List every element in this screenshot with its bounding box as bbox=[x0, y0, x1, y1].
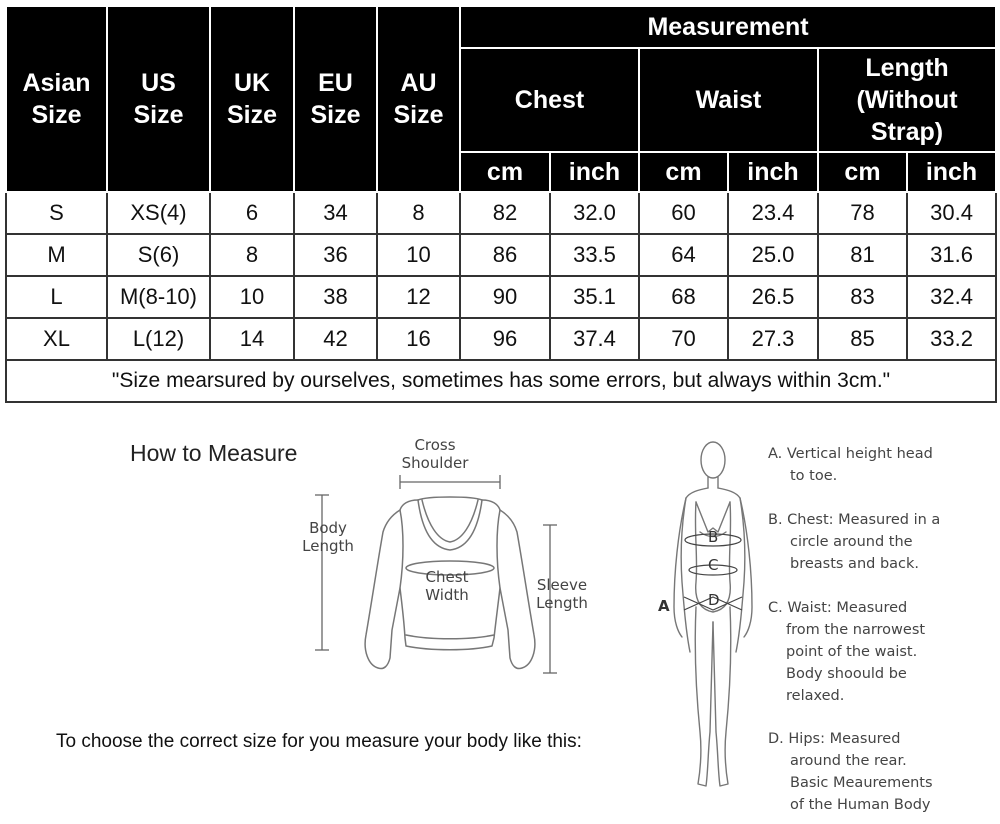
header-length: Length (Without Strap) bbox=[818, 48, 996, 152]
header-au-size: AU Size bbox=[377, 6, 460, 192]
table-cell: 32.4 bbox=[907, 276, 996, 318]
size-chart-table bbox=[5, 5, 997, 403]
table-cell: 96 bbox=[460, 318, 550, 360]
legend-item-c: C. Waist: Measured from the narrowest point of the waist. Body shoould be relaxed. bbox=[768, 600, 926, 704]
table-cell: 16 bbox=[377, 318, 460, 360]
table-cell: 68 bbox=[639, 276, 728, 318]
table-cell: 81 bbox=[818, 234, 907, 276]
header-us-size: US Size bbox=[107, 6, 210, 192]
table-cell: 23.4 bbox=[728, 192, 818, 234]
header-length-cm: cm bbox=[818, 152, 907, 192]
body-length-label: Body Length bbox=[302, 519, 354, 555]
table-cell: 25.0 bbox=[728, 234, 818, 276]
how-to-measure-heading: How to Measure bbox=[130, 440, 298, 466]
table-cell: 33.2 bbox=[907, 318, 996, 360]
header-chest-cm: cm bbox=[460, 152, 550, 192]
table-cell: 33.5 bbox=[550, 234, 639, 276]
table-cell: 14 bbox=[210, 318, 294, 360]
table-cell: 37.4 bbox=[550, 318, 639, 360]
table-cell: L bbox=[6, 276, 107, 318]
body-letter-d: D bbox=[708, 591, 720, 609]
body-letter-a: A bbox=[658, 597, 670, 615]
table-cell: 64 bbox=[639, 234, 728, 276]
table-cell: M bbox=[6, 234, 107, 276]
chest-width-label: Chest Width bbox=[425, 568, 469, 604]
table-row bbox=[6, 276, 996, 318]
legend-item-a: A. Vertical height head to toe. bbox=[768, 446, 933, 484]
table-cell: M(8-10) bbox=[107, 276, 210, 318]
table-cell: 31.6 bbox=[907, 234, 996, 276]
cross-shoulder-label: Cross Shoulder bbox=[401, 436, 469, 472]
table-cell: 85 bbox=[818, 318, 907, 360]
table-cell: XS(4) bbox=[107, 192, 210, 234]
table-cell: 60 bbox=[639, 192, 728, 234]
table-cell: 83 bbox=[818, 276, 907, 318]
header-waist: Waist bbox=[639, 48, 818, 152]
table-cell: 32.0 bbox=[550, 192, 639, 234]
table-cell: 42 bbox=[294, 318, 377, 360]
table-cell: 10 bbox=[210, 276, 294, 318]
table-cell: 82 bbox=[460, 192, 550, 234]
table-cell: 27.3 bbox=[728, 318, 818, 360]
body-diagram bbox=[660, 432, 770, 802]
table-cell: 30.4 bbox=[907, 192, 996, 234]
table-cell: L(12) bbox=[107, 318, 210, 360]
table-cell: 6 bbox=[210, 192, 294, 234]
table-cell: XL bbox=[6, 318, 107, 360]
body-letter-b: B bbox=[708, 528, 719, 546]
table-cell: 36 bbox=[294, 234, 377, 276]
table-note: "Size mearsured by ourselves, sometimes has some errors, but always within 3cm." bbox=[6, 360, 996, 402]
table-cell: 86 bbox=[460, 234, 550, 276]
table-cell: 35.1 bbox=[550, 276, 639, 318]
header-length-inch: inch bbox=[907, 152, 996, 192]
body-letter-c: C bbox=[708, 556, 719, 574]
table-cell: 26.5 bbox=[728, 276, 818, 318]
table-cell: 70 bbox=[639, 318, 728, 360]
table-row bbox=[6, 318, 996, 360]
table-cell: 12 bbox=[377, 276, 460, 318]
table-cell: S bbox=[6, 192, 107, 234]
legend-item-b: B. Chest: Measured in a circle around the breasts and back. bbox=[768, 512, 941, 572]
header-waist-cm: cm bbox=[639, 152, 728, 192]
header-waist-inch: inch bbox=[728, 152, 818, 192]
table-cell: 10 bbox=[377, 234, 460, 276]
table-cell: 78 bbox=[818, 192, 907, 234]
table-cell: S(6) bbox=[107, 234, 210, 276]
table-cell: 90 bbox=[460, 276, 550, 318]
table-cell: 8 bbox=[210, 234, 294, 276]
table-cell: 8 bbox=[377, 192, 460, 234]
table-row bbox=[6, 192, 996, 234]
legend-item-d: D. Hips: Measured around the rear. Basic Meaurements of the Human Body bbox=[768, 731, 933, 813]
table-row bbox=[6, 234, 996, 276]
table-cell: 38 bbox=[294, 276, 377, 318]
header-uk-size: UK Size bbox=[210, 6, 294, 192]
sleeve-length-label: Sleeve Length bbox=[536, 576, 588, 612]
choose-size-instruction: To choose the correct size for you measure your body like this: bbox=[56, 731, 582, 752]
header-chest: Chest bbox=[460, 48, 639, 152]
table-cell: 34 bbox=[294, 192, 377, 234]
header-asian-size: Asian Size bbox=[6, 6, 107, 192]
header-chest-inch: inch bbox=[550, 152, 639, 192]
header-measurement: Measurement bbox=[460, 6, 996, 48]
header-eu-size: EU Size bbox=[294, 6, 377, 192]
